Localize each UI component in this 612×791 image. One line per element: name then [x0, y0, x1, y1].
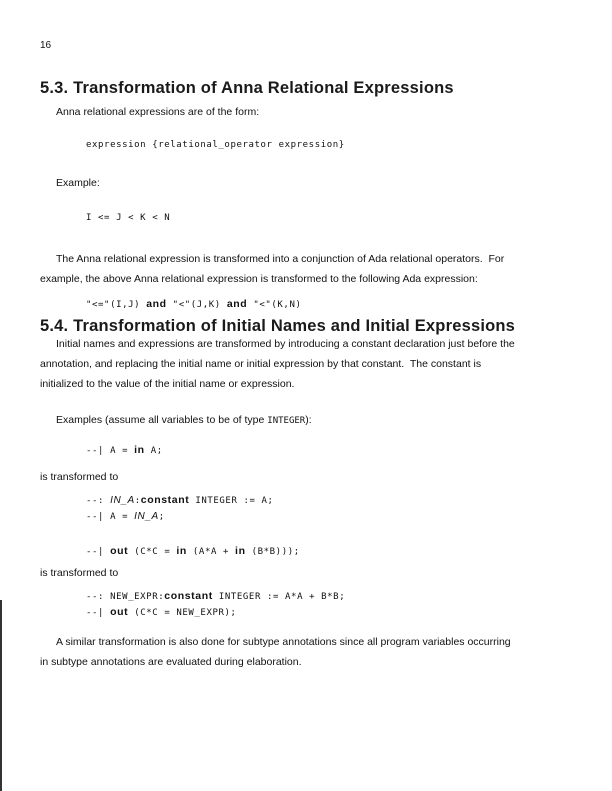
keyword: constant [164, 590, 213, 602]
code-segment: (A*A + [186, 547, 236, 557]
text: ): [305, 414, 312, 426]
keyword: out [110, 545, 129, 557]
code-segment: INTEGER := A; [189, 496, 274, 506]
paragraph-line: example, the above Anna relational expression is transformed to the following Ada expression: [40, 273, 478, 285]
transformed-label: is transformed to [40, 567, 119, 579]
keyword: in [134, 444, 145, 456]
identifier: IN_A [110, 495, 135, 506]
paragraph-line: A similar transformation is also done for subtype annotations since all program variables occurring [56, 636, 511, 648]
page-number: 16 [40, 40, 52, 51]
section-number: 5.3. [40, 79, 69, 97]
examples-intro [56, 414, 312, 428]
code-example-2-source [86, 545, 300, 558]
keyword: in [235, 545, 246, 557]
code-segment: (C*C = [128, 547, 177, 557]
type-name: INTEGER [267, 416, 306, 426]
paragraph-line: in subtype annotations are evaluated during elaboration. [40, 656, 302, 668]
code-example-1-result-1 [86, 494, 274, 507]
keyword: constant [140, 494, 190, 506]
code-example-2-result-2 [86, 606, 237, 619]
identifier: IN_A [134, 511, 159, 522]
code-example: I <= J < K < N [86, 213, 171, 223]
code-segment: "<"(J,K) [166, 300, 227, 310]
code-segment: ; [158, 512, 165, 522]
code-segment: (C*C = NEW_EXPR); [128, 608, 237, 618]
code-form: expression {relational_operator expression} [86, 140, 345, 150]
code-segment: --| A = [86, 446, 135, 456]
paragraph-line: Initial names and expressions are transformed by introducing a constant declaration just before the [56, 338, 515, 350]
code-segment: --| [86, 608, 111, 618]
code-segment: --: [86, 496, 111, 506]
code-ada-expression [86, 298, 301, 311]
code-example-1-result-2 [86, 510, 165, 523]
code-segment: : [134, 496, 141, 506]
section-heading-5-3 [40, 78, 454, 98]
code-segment: --| A = [86, 512, 135, 522]
code-segment: --: NEW_EXPR: [86, 592, 165, 602]
code-segment: (B*B))); [245, 547, 300, 557]
keyword: out [110, 606, 129, 618]
paragraph-line: The Anna relational expression is transformed into a conjunction of Ada relational operators. For [56, 253, 505, 265]
code-example-2-result-1 [86, 590, 345, 603]
code-segment: "<"(K,N) [247, 300, 302, 310]
code-segment: --| [86, 547, 111, 557]
section-heading-5-4 [40, 316, 515, 336]
text: Examples (assume all variables to be of type [56, 414, 268, 426]
paragraph-line: annotation, and replacing the initial name or initial expression by that constant. The constant is [40, 358, 482, 370]
keyword: in [176, 545, 187, 557]
scan-edge-line [0, 600, 2, 791]
code-segment: "<="(I,J) [86, 300, 147, 310]
section-title: Transformation of Initial Names and Initial Expressions [73, 317, 516, 335]
section-number: 5.4. [40, 317, 69, 335]
keyword: and [146, 298, 167, 310]
section-title: Transformation of Anna Relational Expressions [73, 79, 454, 97]
paragraph-intro: Anna relational expressions are of the form: [56, 106, 260, 118]
transformed-label: is transformed to [40, 471, 119, 483]
code-example-1-source [86, 444, 163, 457]
paragraph-line: initialized to the value of the initial name or expression. [40, 378, 295, 390]
example-label: Example: [56, 177, 100, 189]
code-segment: A; [144, 446, 163, 456]
keyword: and [226, 298, 248, 310]
code-segment: INTEGER := A*A + B*B; [212, 592, 346, 602]
